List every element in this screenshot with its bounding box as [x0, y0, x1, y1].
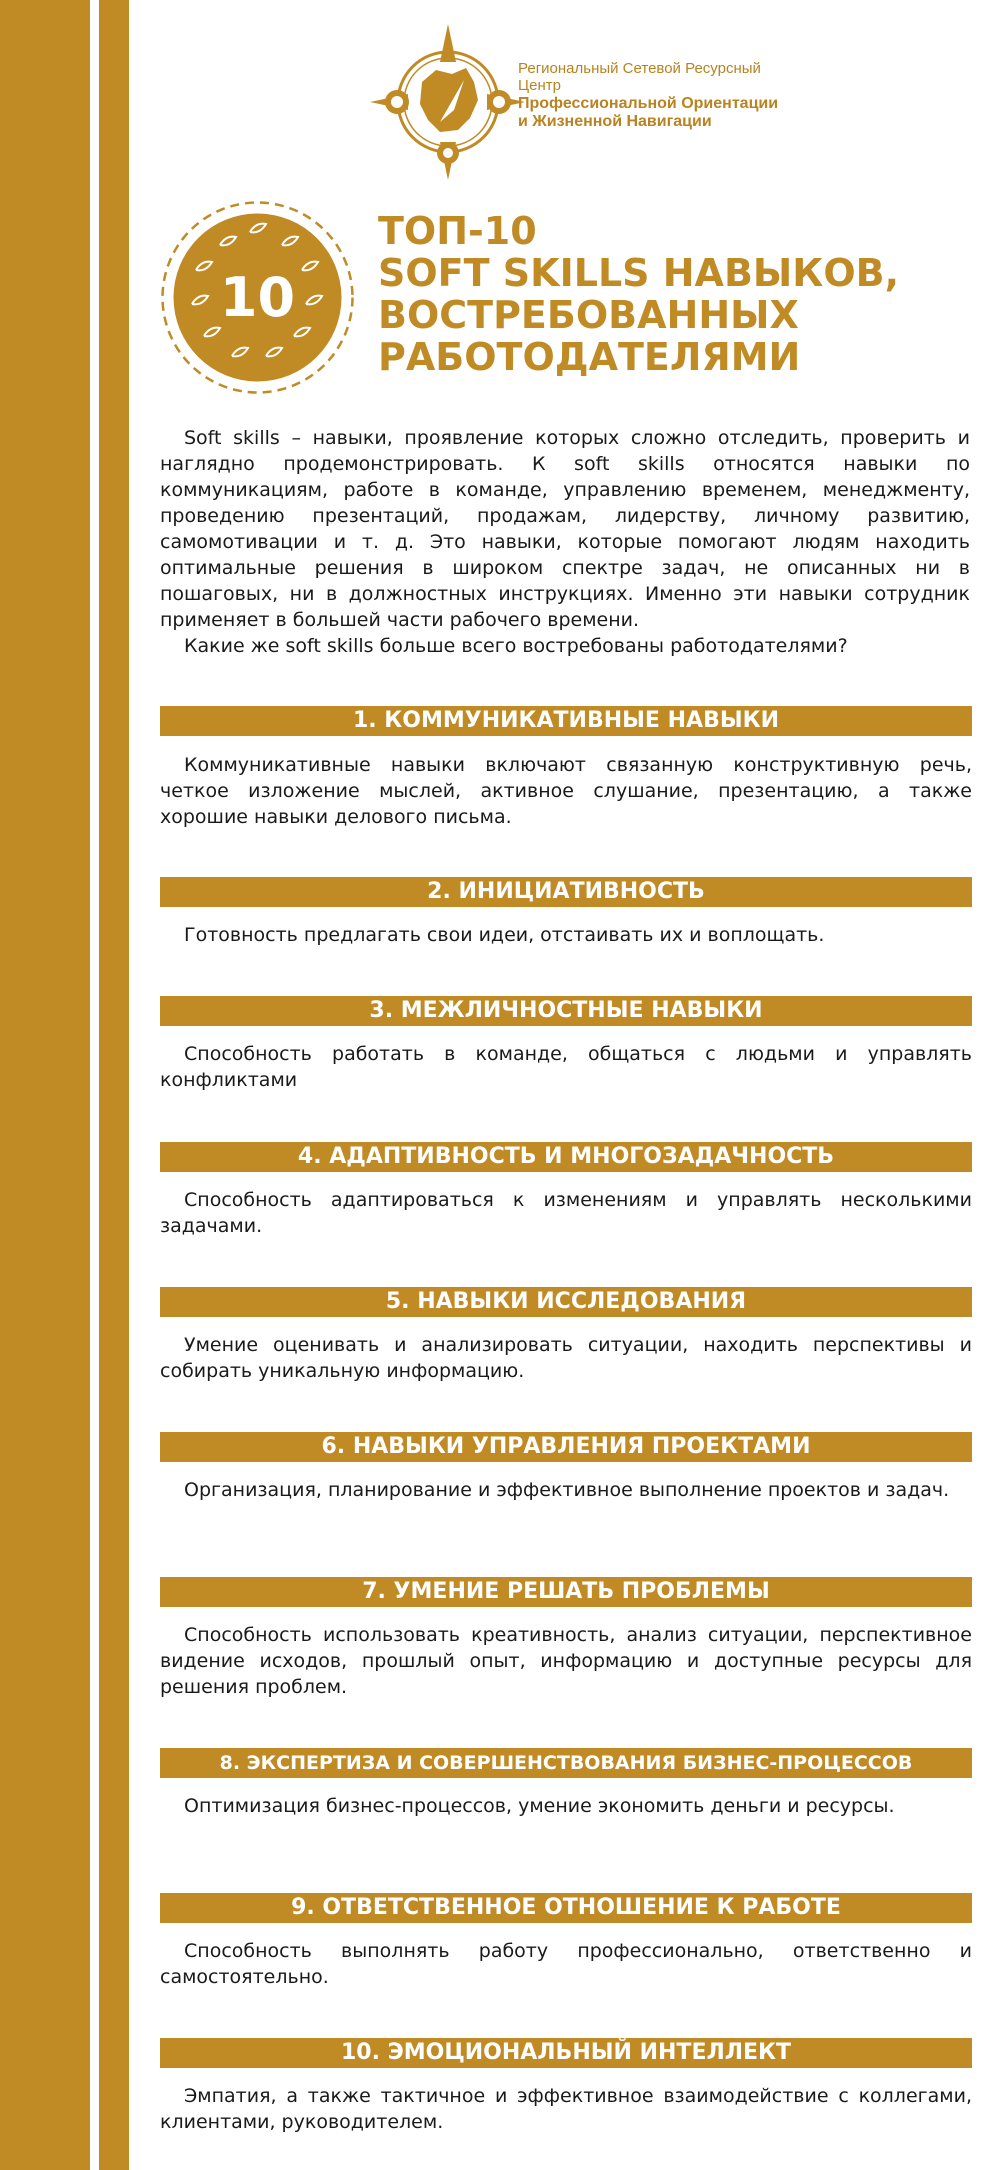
top-10-badge — [160, 200, 355, 395]
intro-text — [160, 425, 970, 659]
intro-paragraph-2: Какие же soft skills больше всего востребованы работодателями? — [184, 635, 848, 657]
logo — [370, 22, 779, 182]
left-decor-stripe-narrow — [99, 0, 129, 2170]
section-text-2: Готовность предлагать свои идеи, отстаивать их и воплощать. — [184, 924, 825, 946]
section-text-9: Способность выполнять работу профессионально, ответственно и самостоятельно. — [160, 1940, 972, 1988]
section-heading-1: 1. КОММУНИКАТИВНЫЕ НАВЫКИ — [160, 706, 972, 736]
title-line-3: ВОСТРЕБОВАННЫХ — [378, 293, 799, 337]
section-text-10: Эмпатия, а также тактичное и эффективное взаимодействие с коллегами, клиентами, руководителем. — [160, 2085, 972, 2133]
badge-number: 10 — [219, 266, 296, 329]
logo-line-2: Профессиональной Ориентации — [518, 94, 779, 112]
section-text-1: Коммуникативные навыки включают связанную конструктивную речь, четкое изложение мыслей, активное слушание, презентацию, а также хорошие навыки делового письма. — [160, 754, 972, 828]
section-heading-6: 6. НАВЫКИ УПРАВЛЕНИЯ ПРОЕКТАМИ — [160, 1432, 972, 1462]
title-line-1: ТОП-10 — [378, 209, 537, 253]
compass-emblem-icon — [370, 22, 525, 182]
section-heading-8: 8. ЭКСПЕРТИЗА И СОВЕРШЕНСТВОВАНИЯ БИЗНЕС-ПРОЦЕССОВ — [160, 1748, 972, 1778]
section-text-6: Организация, планирование и эффективное выполнение проектов и задач. — [184, 1479, 950, 1501]
section-heading-9: 9. ОТВЕТСТВЕННОЕ ОТНОШЕНИЕ К РАБОТЕ — [160, 1893, 972, 1923]
page-title — [378, 210, 978, 378]
section-text-5: Умение оценивать и анализировать ситуации, находить перспективы и собирать уникальную информацию. — [160, 1334, 972, 1382]
section-text-4: Способность адаптироваться к изменениям и управлять несколькими задачами. — [160, 1189, 972, 1237]
logo-text — [518, 60, 798, 131]
section-text-3: Способность работать в команде, общаться с людьми и управлять конфликтами — [160, 1043, 972, 1091]
section-text-7: Способность использовать креативность, анализ ситуации, перспективное видение исходов, прошлый опыт, информацию и доступные ресурсы для решения проблем. — [160, 1624, 972, 1698]
section-heading-5: 5. НАВЫКИ ИССЛЕДОВАНИЯ — [160, 1287, 972, 1317]
title-line-2: SOFT SKILLS НАВЫКОВ, — [378, 251, 900, 295]
title-line-4: РАБОТОДАТЕЛЯМИ — [378, 335, 801, 379]
section-heading-7: 7. УМЕНИЕ РЕШАТЬ ПРОБЛЕМЫ — [160, 1577, 972, 1607]
left-decor-stripe-wide — [0, 0, 90, 2170]
logo-line-1: Региональный Сетевой Ресурсный Центр — [518, 60, 761, 95]
section-heading-3: 3. МЕЖЛИЧНОСТНЫЕ НАВЫКИ — [160, 996, 972, 1026]
section-heading-10: 10. ЭМОЦИОНАЛЬНЫЙ ИНТЕЛЛЕКТ — [160, 2038, 972, 2068]
section-heading-2: 2. ИНИЦИАТИВНОСТЬ — [160, 877, 972, 907]
intro-paragraph-1: Soft skills – навыки, проявление которых сложно отследить, проверить и наглядно продемонстрировать. К soft skills относятся навыки по коммуникациям, работе в команде, управлению временем, менеджменту, проведению презентаций, продажам, лидерству, личному развитию, самомотивации и т. д. Это навыки, которые помогают людям находить оптимальные решения в широком спектре задач, не описанных ни в пошаговых, ни в должностных инструкциях. Именно эти навыки сотрудник применяет в большей части рабочего времени. — [160, 427, 970, 631]
logo-line-3: и Жизненной Навигации — [518, 112, 712, 130]
section-heading-4: 4. АДАПТИВНОСТЬ И МНОГОЗАДАЧНОСТЬ — [160, 1142, 972, 1172]
section-text-8: Оптимизация бизнес-процессов, умение экономить деньги и ресурсы. — [184, 1795, 895, 1817]
